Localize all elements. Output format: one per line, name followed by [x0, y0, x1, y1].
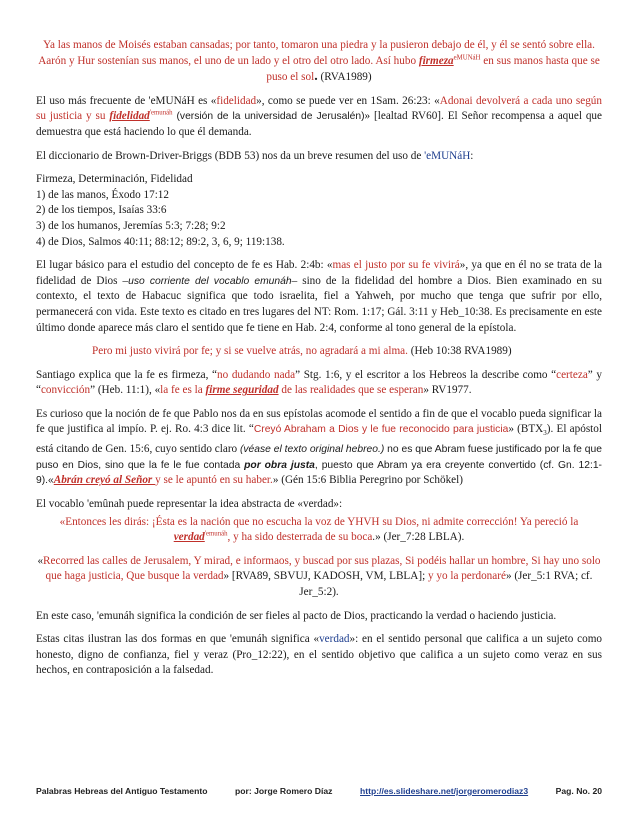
document-page	[36, 38, 602, 687]
page-footer	[36, 786, 602, 796]
paragraph-jeremias-7: «Entonces les dirás: ¡Ésta es la nación que no escucha la voz de YHVH su Dios, ni admite corrección! Ya pereció la verdad$^{'emunáh}$, y ha sido desterrada de su boca.» (Jer_7:28 LBLA).	[59, 515, 579, 544]
list-item: 4) de Dios, Salmos 40:11; 88:12; 89:2, 3, 6, 9; 119:138.	[36, 235, 285, 248]
bdb-heading: Firmeza, Determinación, Fidelidad	[36, 173, 193, 186]
paragraph-hebrews-quote: Pero mi justo vivirá por fe; y si se vuelve atrás, no agradará a mi alma. (Heb 10:38 RVA1989)	[92, 345, 512, 358]
bdb-definition-list	[36, 172, 602, 250]
paragraph-bdb-intro: El diccionario de Brown-Driver-Briggs (BDB 53) nos da un breve resumen del uso de 'eMUNáH:	[36, 149, 474, 162]
term-firmeza: firmeza	[418, 54, 454, 67]
paragraph-fidelidad: El uso más frecuente de 'eMUNáH es «fidelidad», como se puede ver en 1Sam. 26:23: «Adonai devolverá a cada uno según su justicia y su fidelidad$^{'emunáh}$ (versión de la universidad de Jerusalén)» [lealtad RV60]. El Señor recompensa a aquel que demuestra que está haciendo lo que él demanda.	[36, 94, 602, 138]
list-item: 2) de los tiempos, Isaías 33:6	[36, 204, 167, 217]
paragraph-pablo: Es curioso que la noción de fe que Pablo nos da en sus epístolas acomode el sentido a fin de que el vocablo pueda significar la fe que justifica al impío. P. ej. Ro. 4:3 dice lit. “Creyó Abraham a Dios y le fue reconocido para justicia» $(BTX_3)$. El apóstol está citando de Gen. 15:6, cuyo sentido claro (véase el texto original hebreo.) no es que Abram fuese justificado por la fe que puso en Dios, sino que la fe le fue contada por obra justa, puesto que Abram ya era creyente convertido (cf. Gn. 12:1-9).«Abrán creyó al Señor y se le apuntó en su haber.» (Gén 15:6 Biblia Peregrino por Schökel)	[36, 407, 602, 487]
footer-page-number: Pag. No. 20	[555, 786, 602, 796]
list-item: 3) de los humanos, Jeremías 5:3; 7:28; 9:2	[36, 219, 226, 232]
paragraph-jeremias-5: «Recorred las calles de Jerusalem, Y mirad, e informaos, y buscad por sus plazas, Si podéis hallar un hombre, Si hay uno solo que haga justicia, Que busque la verdad» [RVA89, SBVUJ, KADOSH, VM, LBLA]; y yo la perdonaré» (Jer_5:1 RVA; cf. Jer_5:2).	[37, 554, 601, 599]
paragraph-dos-formas: Estas citas ilustran las dos formas en que 'emunáh significa «verdad»: en el sentido personal que califica a un sujeto como honesto, digno de confianza, fiel y veraz (Pro_12:22), en el sentido objetivo que califica a un sujeto como veraz en sus hechos, en contraposición a la falsedad.	[36, 633, 602, 677]
footer-link[interactable]: http://es.slideshare.net/jorgeromerodiaz3	[360, 786, 529, 796]
paragraph-pacto: En este caso, 'emunáh significa la condición de ser fieles al pacto de Dios, practicando la verdad o haciendo justicia.	[36, 609, 557, 622]
footer-author: por: Jorge Romero Díaz	[235, 786, 333, 796]
footer-title: Palabras Hebreas del Antiguo Testamento	[36, 786, 208, 796]
paragraph-santiago: Santiago explica que la fe es firmeza, “no dudando nada” Stg. 1:6, y el escritor a los Hebreos la describe como “certeza” y “convicción” (Heb. 11:1), «la fe es la firme seguridad de las realidades que se esperan» RV1977.	[36, 368, 602, 397]
paragraph-exodus-quote: Ya las manos de Moisés estaban cansadas; por tanto, tomaron una piedra y la pusieron debajo de él, y él se sentó sobre ella. Aarón y Hur sostenían sus manos, el uno de un lado y el otro del otro lado. Así hubo firmeza$^{eMUNáH}$ en sus manos hasta que se puso el sol. (RVA1989)	[38, 39, 600, 85]
list-item: 1) de las manos, Éxodo 17:12	[36, 188, 169, 201]
paragraph-verdad-intro: El vocablo 'emûnah puede representar la idea abstracta de «verdad»:	[36, 498, 343, 511]
paragraph-habacuc: El lugar básico para el estudio del concepto de fe es Hab. 2:4b: «mas el justo por su fe vivirá», ya que en él no se trata de la fidelidad de Dios –uso corriente del vocablo emunáh– sino de la fidelidad del hombre a Dios. Bien examinado en su contexto, el texto de Habacuc significa que todo israelita, fiel a Yahweh, por mucho que tenga que sufrir por ello, permanecerá con vida. Este texto es citado en tres lugares del NT: Rom. 1:17; Gál. 3:11 y Heb_10:38. Es precisamente en este último donde aparece más claro el sentido que fe tiene en Hab. 2:4, conforme al tono general de la epístola.	[36, 259, 603, 334]
